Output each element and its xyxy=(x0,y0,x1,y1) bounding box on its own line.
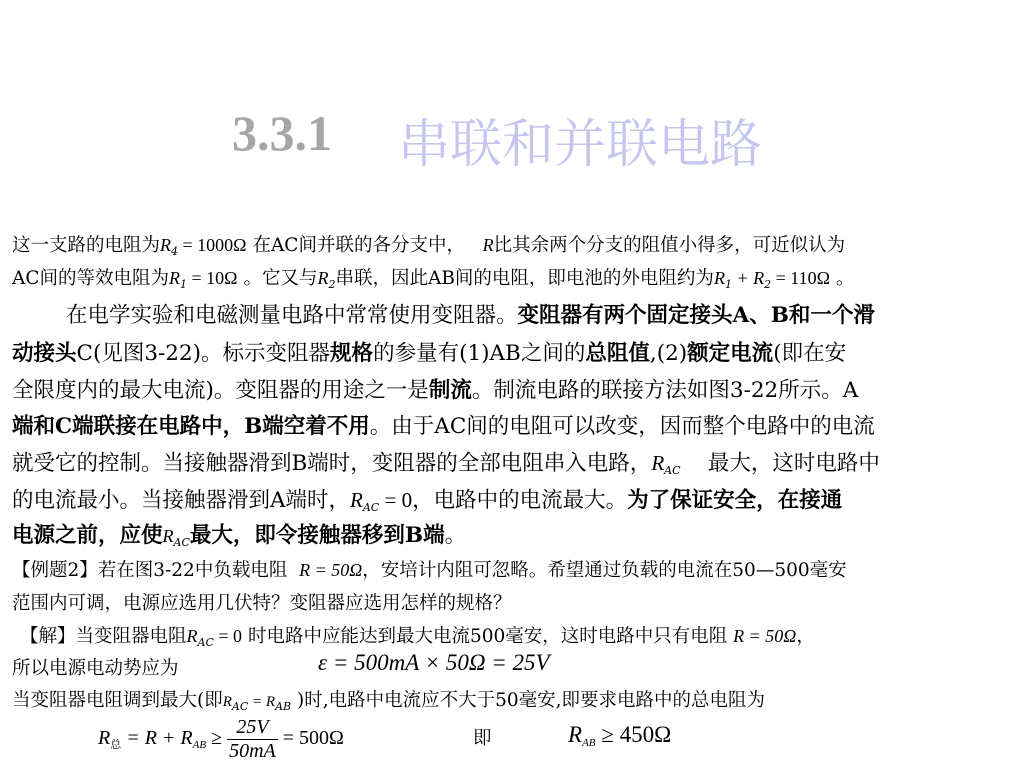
para2-line2: 动接头C(见图3-22)。标示变阻器规格的参量有(1)AB之间的总阻值,(2)额定电流(即在安 xyxy=(12,341,847,366)
final-result: $R_{AB} \ge 450\Omega$ xyxy=(568,722,672,749)
ji-label: 即 xyxy=(473,728,492,749)
section-number: 3.3.1 xyxy=(232,105,332,161)
total-resistance-equation: $R_总 = R + R_{AB}$ ≥ $\frac{25V}{50mA}$ = 500Ω xyxy=(98,716,344,762)
section-title: 串联和并联电路 xyxy=(398,115,763,175)
para1-line1: 这一支路的电阻为$R_4 = 1000\Omega$ 在AC间并联的各分支中， R比其余两个分支的阻值小得多，可近似认为 xyxy=(12,235,846,258)
para2-line3: 全限度内的最大电流)。变阻器的用途之一是制流。制流电路的联接方法如图3-22所示。A xyxy=(12,378,859,403)
para2-line4: 端和C端联接在电路中，B端空着不用。由于AC间的电阻可以改变，因而整个电路中的电流 xyxy=(12,414,875,439)
para2-line7: 电源之前，应使$R_{AC}$最大，即令接触器移到B端。 xyxy=(12,523,467,549)
para1-line2: AC间的等效电阻为$R_1 = 10\Omega$ 。它又与$R_2$串联，因此AB间的电阻，即电池的外电阻约为$R_1 + R_2 = 110\Omega$ 。 xyxy=(12,268,855,291)
solution-line3: 当变阻器电阻调到最大(即$R_{AC} = R_{AB}$ )时,电路中电流应不大于50毫安,即要求电路中的总电阻为 xyxy=(12,690,766,713)
fraction: $\frac{25V}{50mA}$ xyxy=(229,716,276,762)
emf-equation: ε = 500mA × 50Ω = 25V xyxy=(318,650,550,675)
solution-line2: 所以电源电动势应为 xyxy=(12,658,179,679)
para2-line6: 的电流最小。当接触器滑到A端时，$R_{AC} = 0$，电路中的电流最大。为了保证安全，在接通 xyxy=(12,488,843,514)
example-line2: 范围内可调，电源应选用几伏特？变阻器应选用怎样的规格？ xyxy=(12,593,512,614)
example-line1: 【例题2】若在图3-22中负载电阻 R = 50Ω，安培计内阻可忽略。希望通过负载的电流在50—500毫安 xyxy=(12,560,847,581)
solution-line1: 【解】当变阻器电阻$R_{AC} = 0$ 时电路中应能达到最大电流500毫安，这时电路中只有电阻 R = 50Ω， xyxy=(20,626,815,649)
para2-line1: 在电学实验和电磁测量电路中常常使用变阻器。变阻器有两个固定接头A、B和一个滑 xyxy=(66,303,875,328)
para2-line5: 就受它的控制。当接触器滑到B端时，变阻器的全部电阻串入电路，$R_{AC}$ 最大，这时电路中 xyxy=(12,451,880,477)
